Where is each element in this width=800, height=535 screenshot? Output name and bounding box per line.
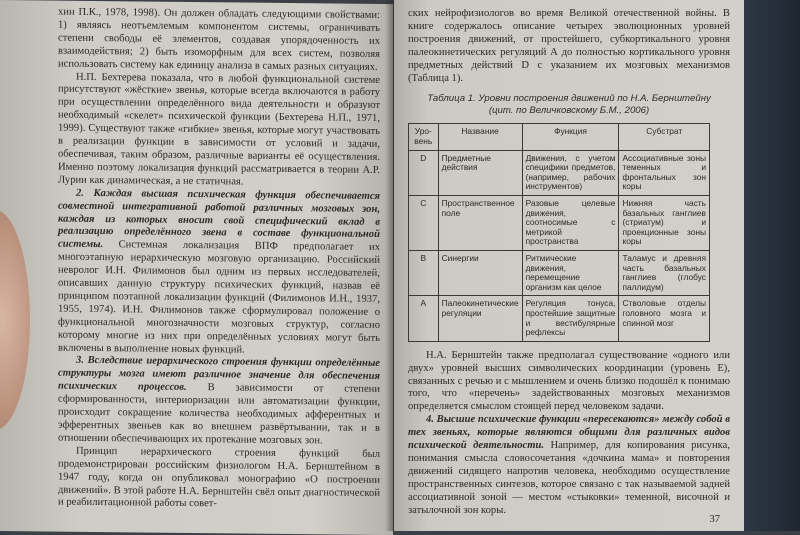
paragraph-bekhtereva: Н.П. Бехтерева показала, что в любой функциональной системе присутствуют «жёсткие» звенья, которые всегда включаются в работу при осуществлении определённого вида деятельности и образуют необходимый «скелет» психической функции (Бехтерева Н.П., 1971, 1999). Существуют также «гибкие» звенья, которые могут участвовать в реализации функции в зависимости от условий и задачи, обеспечивая, таким образом, различные варианты её осуществления. Именно поэтому локализация функций рассматривается в теории А.Р. Лурии как динамическая, а не статичная.: [58, 71, 380, 188]
cell-function: Регуляция тонуса, простейшие защитные и вестибулярные рефлексы: [522, 296, 619, 341]
paragraph-levels-intro: ских нейрофизиологов во время Великой отечественной войны. В книге содержалось описание четырех эволюционных уровней построения движений, от простейшего, субкортикального уровня палеокинетических регуляций А до полностью кортикального уровня предметных действий D с указанием их мозговых механизмов (Таблица 1).: [408, 8, 730, 84]
point-2-heading: 2. Каждая высшая психическая функция обеспечивается совместной интегративной работой различных мозговых зон, каждая из которых вносит свой специфический вклад в реализацию определённого звена в составе функциональной системы.: [58, 187, 380, 251]
cell-name: Предметные действия: [438, 150, 522, 195]
cell-substrate: Стволовые отделы головного мозга и спинной мозг: [619, 296, 710, 341]
point-2-body: Системная локализация ВПФ предполагает их многоэтапную иерархическую мозговую организацию. Российский невролог И.Н. Филимонов был одним из первых исследователей, описавших данную структуру психических функций, назвав её принципом поэтапной локализации функций (Филимонов И.Н., 1937, 1955, 1974). И.Н. Филимонов также сформулировал положение о функциональной многозначности мозговых структур, согласно которому многие из них при определённых условиях могут быть включены в выполнение новых функций.: [58, 239, 380, 356]
header-function: Функция: [522, 124, 619, 150]
right-page-text: [408, 8, 730, 518]
levels-table: [408, 123, 710, 341]
header-level: Уро-вень: [409, 124, 439, 150]
cell-name: Синергии: [438, 250, 522, 295]
table-row: [409, 250, 710, 295]
page-number: 37: [709, 514, 720, 525]
point-2: [58, 187, 380, 358]
cell-substrate: Ассоциативные зоны теменных и фронтальных зон коры: [619, 150, 710, 195]
table-row: [409, 150, 710, 195]
cell-level: A: [409, 296, 439, 341]
cell-function: Движения, с учетом специфики предметов, (например, рабочих инструментов): [522, 150, 619, 195]
table-caption-title: Таблица 1. Уровни построения движений по Н.А. Бернштейну: [427, 93, 711, 105]
cell-level: D: [409, 150, 439, 195]
header-substrate: Субстрат: [619, 124, 710, 150]
right-page: [394, 0, 744, 531]
point-3: [58, 355, 380, 449]
cell-name: Палеокинетические регуляции: [438, 296, 522, 341]
point-3-body: В зависимости от степени сформированности, интериоризации или автоматизации функции, происходит сокращение количества необходимых афферентных и эфферентных звеньев как во внешнем развёртывании, так и в отношении обеспечивающих их протекание мозговых зон.: [58, 382, 381, 447]
left-page-text: [58, 7, 380, 514]
table-row: [409, 296, 710, 341]
point-3-heading: 3. Вследствие иерархического строения функции определённые структуры мозга имеют различное значение для обеспечения психических процессов.: [58, 355, 380, 394]
cell-function: Разовые целевые движения, соотносимые с метрикой пространства: [522, 196, 619, 251]
background-surface: [738, 0, 800, 531]
cell-function: Ритмические движения, перемещение организм как целое: [522, 250, 619, 295]
cell-name: Пространственное поле: [438, 196, 522, 251]
header-name: Название: [438, 124, 522, 150]
table-row: [409, 196, 710, 251]
point-4-body: Например, для копирования рисунка, понимания смысла словосочетания «дочкина мама» и повторения движений сидящего напротив человека, необходимо осуществление пространственных синтезов, которое связано с так называемой задней ассоциативной зоной — местом «стыковки» теменной, височной и затылочной зон коры.: [408, 440, 730, 516]
cell-substrate: Таламус и древняя часть базальных ганглиев (глобус паллидум): [619, 250, 710, 295]
left-page: [0, 0, 393, 535]
cell-level: B: [409, 250, 439, 295]
table-header-row: [409, 124, 710, 150]
point-4-heading: 4. Высшие психические функции «пересекаются» между собой в тех звеньях, которые являются общими для различных видов психической деятельности.: [408, 414, 730, 452]
table-caption-source: (цит. по Величковскому Б.М., 2006): [488, 105, 650, 117]
paragraph-level-e: Н.А. Бернштейн также предполагал существование «одного или двух» уровней высших символических координации (уровень E), связанных с речью и с мышлением и очень близко подошёл к понимаю того, что «перечень» задействованных мозговых механизмов определяется смыслом стоящей перед человеком задачи.: [408, 349, 730, 413]
point-4: [408, 414, 730, 517]
cell-substrate: Нижняя часть базальных ганглиев (стриатум) и проекционные зоны коры: [619, 196, 710, 251]
table-caption: [408, 93, 730, 117]
cell-level: C: [409, 196, 439, 251]
paragraph-system-properties: хин П.К., 1978, 1998). Он должен обладать следующими свойствами: 1) являясь неотъемлемым компонентом системы, ограничивать степени свободы её элементов, создавая упорядоченность их взаимодействия; 2) быть изоморфным для всех систем, позволяя использовать систему как единицу анализа в самых разных ситуациях.: [58, 6, 380, 73]
paragraph-bernstein-intro: Принцип иерархического строения функций был продемонстрирован российским физиологом Н.А. Бернштейном в 1947 году, когда он опубликовал монографию «О построении движений». В этой работе Н.А. Бернштейн свёл опыт диагностической и реабилитационной работы совет-: [58, 445, 380, 510]
